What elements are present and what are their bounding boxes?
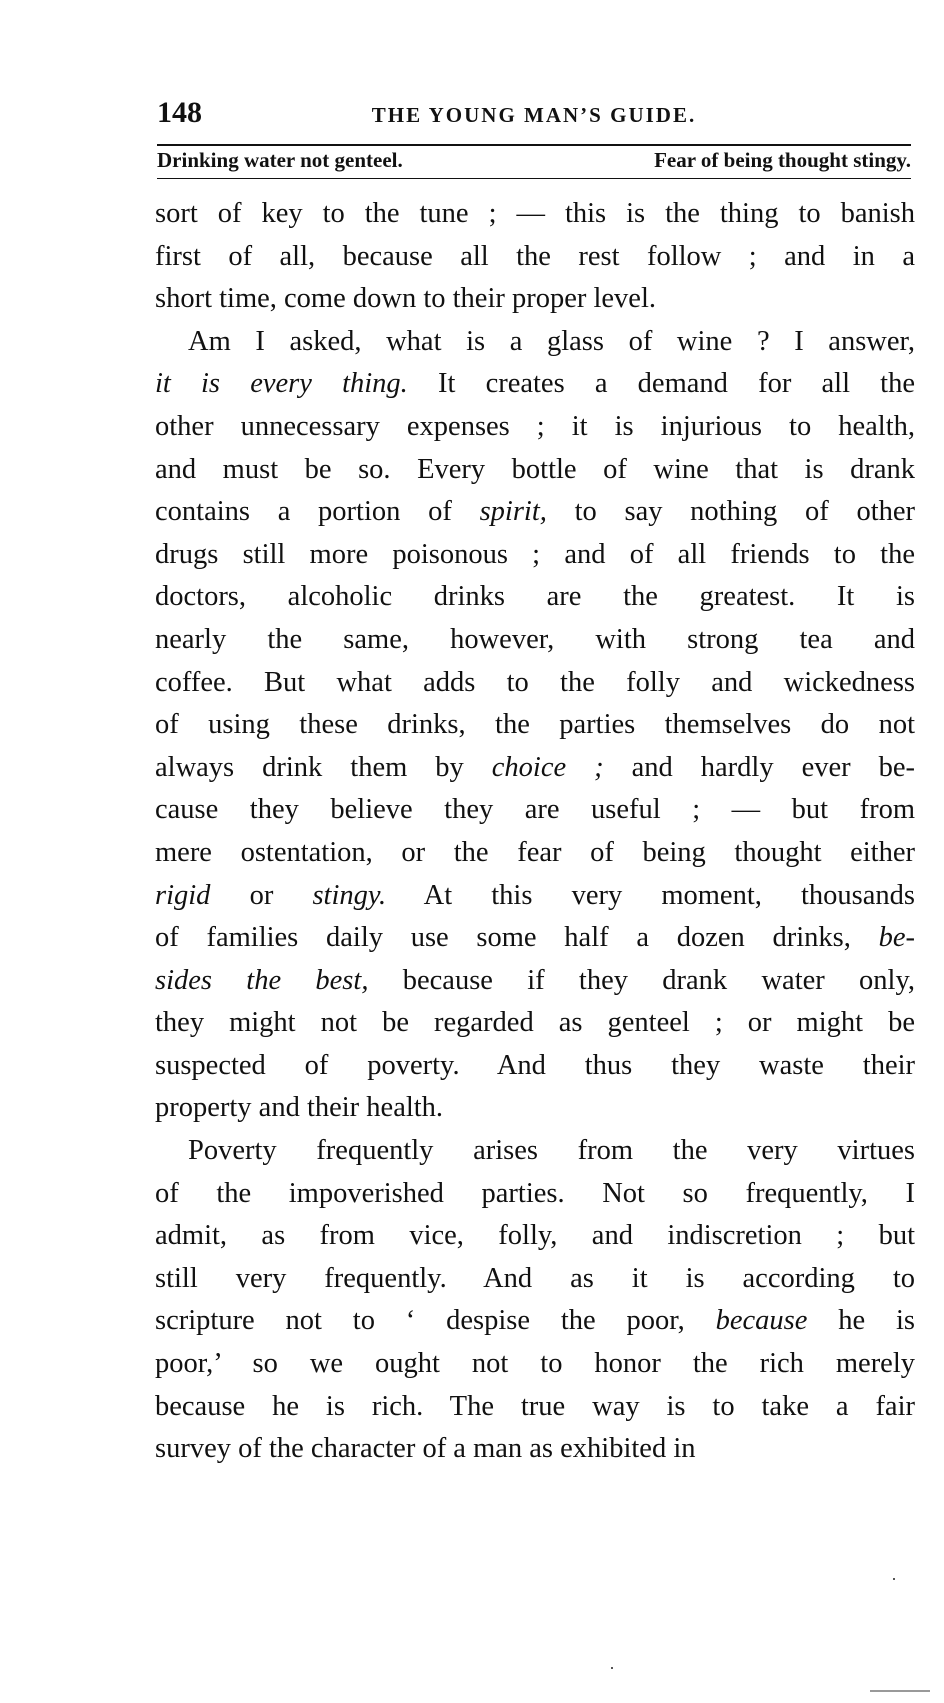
- text-run: because if they drank water only,: [368, 964, 916, 996]
- text-line: sort of key to the tune ; — this is the thing to banish: [155, 198, 915, 229]
- text-line: [155, 321, 915, 364]
- scan-speck: [893, 1578, 895, 1580]
- text-line: [155, 832, 915, 875]
- text-run: At this very moment, thousands: [386, 879, 915, 911]
- text-run: drugs still more poisonous ; and of all friends to the: [155, 538, 915, 570]
- text-run: of the impoverished parties. Not so frequently, I: [155, 1177, 915, 1209]
- text-line: [155, 662, 915, 705]
- text-run: scripture not to ‘ despise the poor,: [155, 1305, 716, 1337]
- text-run: Poverty frequently arises from the very virtues: [188, 1135, 915, 1167]
- text-line: [155, 406, 915, 449]
- paragraph-3: [155, 1130, 915, 1471]
- text-line: [155, 1300, 915, 1343]
- marginal-subheads: [157, 148, 911, 178]
- text-line: [155, 960, 915, 1003]
- header-rule-top: [157, 144, 911, 146]
- text-run: they might not be regarded as genteel ; or might be: [155, 1007, 915, 1039]
- paragraph-2: [155, 321, 915, 1130]
- text-run: It creates a demand for all the: [407, 368, 915, 400]
- text-run: to say nothing of other: [546, 496, 915, 528]
- text-run: admit, as from vice, folly, and indiscretion ; but: [155, 1220, 915, 1252]
- italic-phrase: choice ;: [491, 751, 604, 783]
- text-run: Am I asked, what is a glass of wine ? I answer,: [188, 325, 915, 357]
- subhead-right: Fear of being thought stingy.: [654, 148, 911, 172]
- text-line: [155, 747, 915, 790]
- text-run: doctors, alcoholic drinks are the greatest. It is: [155, 581, 915, 613]
- header-rule-bottom: [157, 178, 911, 179]
- text-line: [155, 1386, 915, 1429]
- text-line: first of all, because all the rest follow ; and in a: [155, 240, 915, 272]
- text-run: of using these drinks, the parties themselves do not: [155, 709, 915, 741]
- scan-speck: [611, 1667, 613, 1669]
- text-run: or: [210, 879, 313, 911]
- text-line: [155, 1258, 915, 1301]
- text-run: cause they believe they are useful ; — but from: [155, 794, 915, 826]
- text-line: [155, 1428, 915, 1471]
- text-line: [155, 1215, 915, 1258]
- text-line: [155, 576, 915, 619]
- text-line: [155, 1087, 915, 1130]
- text-line: [155, 917, 915, 960]
- text-line: [155, 1173, 915, 1216]
- italic-phrase: it is every thing.: [155, 368, 408, 400]
- text-run: still very frequently. And as it is according to: [155, 1262, 915, 1294]
- text-run: and must be so. Every bottle of wine that is drank: [155, 453, 915, 485]
- text-run: of families daily use some half a dozen drinks,: [155, 922, 879, 954]
- text-run: nearly the same, however, with strong tea and: [155, 623, 915, 655]
- italic-phrase: stingy.: [312, 879, 387, 911]
- text-line: [155, 789, 915, 832]
- text-run: suspected of poverty. And thus they waste their: [155, 1049, 915, 1081]
- italic-phrase: spirit,: [479, 496, 547, 528]
- text-line: [155, 449, 915, 492]
- text-run: contains a portion of: [155, 496, 480, 528]
- paragraph-1: [155, 193, 915, 321]
- text-line: [155, 619, 915, 662]
- text-line: [155, 491, 915, 534]
- italic-phrase: sides the best,: [155, 964, 369, 996]
- text-line: [155, 1343, 915, 1386]
- body-text: [155, 193, 915, 1471]
- text-line: short time, come down to their proper level.: [155, 283, 656, 315]
- text-run: and hardly ever be-: [603, 751, 915, 783]
- text-run: property and their health.: [155, 1092, 444, 1124]
- running-title: THE YOUNG MAN’S GUIDE.: [371, 103, 697, 127]
- text-run: always drink them by: [155, 751, 492, 783]
- text-run: poor,’ so we ought not to honor the rich merely: [155, 1348, 915, 1380]
- text-run: survey of the character of a man as exhibited in: [155, 1433, 696, 1465]
- text-line: [155, 1130, 915, 1173]
- italic-phrase: be-: [878, 922, 915, 954]
- italic-phrase: rigid: [155, 879, 211, 911]
- text-line: [155, 704, 915, 747]
- text-line: [155, 534, 915, 577]
- text-line: [155, 875, 915, 918]
- subhead-left: Drinking water not genteel.: [157, 148, 403, 172]
- text-line: [155, 363, 915, 406]
- text-run: because he is rich. The true way is to take a fair: [155, 1390, 915, 1422]
- italic-phrase: because: [715, 1305, 808, 1337]
- text-run: other unnecessary expenses ; it is injurious to health,: [155, 410, 915, 442]
- running-head: [157, 96, 911, 136]
- page-number: 148: [157, 96, 202, 129]
- text-run: mere ostentation, or the fear of being thought either: [155, 836, 915, 868]
- scan-smudge: [870, 1690, 930, 1692]
- text-line: [155, 1045, 915, 1088]
- text-line: [155, 1002, 915, 1045]
- text-run: he is: [807, 1305, 915, 1337]
- text-run: coffee. But what adds to the folly and wickedness: [155, 666, 915, 698]
